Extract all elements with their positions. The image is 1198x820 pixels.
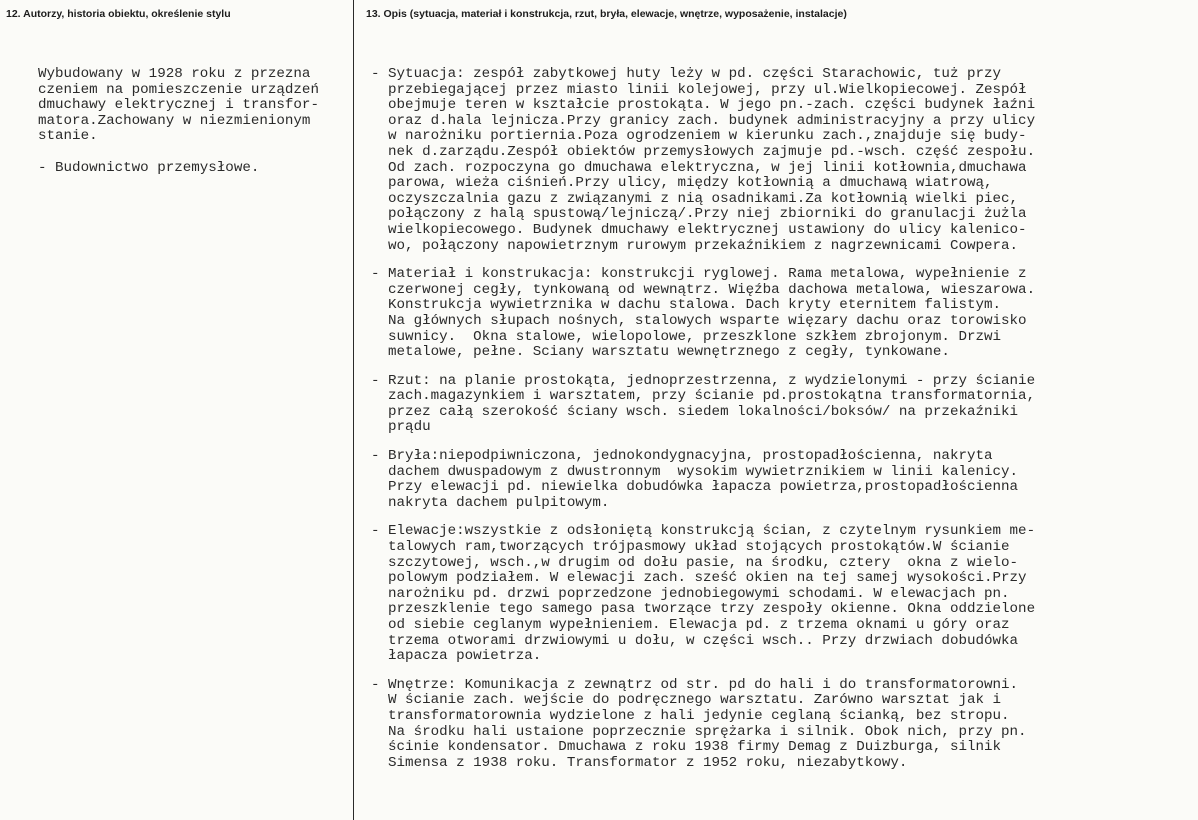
right-paragraph	[371, 678, 1186, 772]
text-line: od siebie ceglanym wypełnieniem. Elewacja pd. z trzema oknami u góry oraz	[371, 617, 1010, 633]
text-line: czeniem na pomieszczenie urządzeń	[38, 81, 319, 98]
text-line: zach.magazynkiem i warsztatem, przy ścianie pd.prostokątna transformatornia,	[371, 388, 1036, 405]
text-line: oraz d.hala lejnicza.Przy granicy zach. budynek administracyjny a przy ulicy	[371, 112, 1036, 129]
text-line: ścinie kondensator. Dmuchawa z roku 1938 firmy Demag z Duizburga, silnik	[371, 739, 1002, 756]
text-line: suwnicy. Okna stalowe, wielopolowe, przeszklone szkłem zbrojonym. Drzwi	[371, 328, 1002, 345]
right-paragraph	[371, 449, 1186, 511]
text-line: nakryta dachem pulpitowym.	[371, 494, 610, 511]
text-line: stanie.	[38, 128, 98, 145]
text-line: transformatorownia wydzielone z hali jedynie ceglaną ścianką, bez stropu.	[371, 707, 1010, 724]
left-paragraph	[38, 161, 418, 177]
text-line: Konstrukcja wywietrznika w dachu stalowa. Dach kryty eternitem falistym.	[371, 297, 1002, 314]
text-line: oczyszczalnia gazu z związanymi z nią osadnikami.Za kotłownią wielki piec,	[371, 190, 1019, 207]
paragraph-gap	[38, 145, 418, 161]
text-line: narożniku pd. drzwi poprzedzone jednobiegowymi schodami. W elewacjach pn.	[371, 585, 1010, 602]
right-paragraph	[371, 524, 1186, 664]
text-line: polowym podziałem. W elewacji zach. sześć okien na tej samej wysokości.Przy	[371, 570, 1027, 587]
right-paragraph	[371, 267, 1186, 361]
text-line: trzema otworami drzwiowymi u dołu, w części wsch.. Przy drzwiach dobudówka	[371, 632, 1019, 649]
text-line: parowa, wieża ciśnień.Przy ulicy, między kotłownią a dmuchawą wiatrową,	[371, 175, 993, 192]
paragraph-gap	[371, 665, 1186, 678]
right-paragraph	[371, 67, 1186, 254]
text-line: czerwonej cegły, tynkowaną od wewnątrz. Więźba dachowa metalowa, wieszarowa.	[371, 281, 1036, 298]
text-line: Wybudowany w 1928 roku z przezna	[38, 66, 311, 82]
text-line: - Materiał i konstrukacja: konstrukcji ryglowej. Rama metalowa, wypełnienie z	[371, 266, 1027, 283]
text-line: Na głównych słupach nośnych, stalowych wsparte więzary dachu oraz torowisko	[371, 312, 1027, 329]
text-line: Simensa z 1938 roku. Transformator z 1952 roku, niezabytkowy.	[371, 754, 908, 771]
left-paragraph	[38, 67, 418, 145]
text-line: dachem dwuspadowym z dwustronnym wysokim wywietrznikiem w linii kalenicy.	[371, 463, 1019, 480]
text-line: obejmuje teren w kształcie prostokąta. W jego pn.-zach. części budynek łaźni	[371, 97, 1036, 114]
section-12-header: 12. Autorzy, historia obiektu, określenie stylu	[6, 8, 231, 20]
text-line: - Bryła:niepodpiwniczona, jednokondygnacyjna, prostopadłościenna, nakryta	[371, 448, 993, 465]
text-line: prądu	[371, 419, 431, 436]
right-paragraph	[371, 374, 1186, 436]
text-line: szczytowej, wsch.,w drugim od dołu pasie, na środku, cztery okna z wielo-	[371, 554, 1019, 571]
left-column-text	[38, 67, 418, 177]
text-line: przez całą szerokość ściany wsch. siedem lokalności/boksów/ na przekaźniki	[371, 403, 1019, 420]
text-line: Na środku hali ustaione poprzecznie sprężarka i silnik. Obok nich, przy pn.	[371, 723, 1027, 740]
text-line: połączony z halą spustową/lejniczą/.Przy niej zbiorniki do granulacji żużla	[371, 206, 1027, 223]
text-line: - Sytuacja: zespół zabytkowej huty leży w pd. części Starachowic, tuż przy	[371, 66, 1002, 82]
text-line: talowych ram,tworzących trójpasmowy układ stojących prostokątów.W ścianie	[371, 539, 1010, 556]
text-line: Od zach. rozpoczyna go dmuchawa elektryczna, w jej linii kotłownia,dmuchawa	[371, 159, 1027, 176]
text-line: przebiegającej przez miasto linii kolejowej, przy ul.Wielkopiecowej. Zespół	[371, 81, 1027, 98]
text-line: wo, połączony napowietrznym rurowym przekaźnikiem z nagrzewnicami Cowpera.	[371, 237, 1019, 254]
section-13-header: 13. Opis (sytuacja, materiał i konstrukcja, rzut, bryła, elewacje, wnętrze, wyposażenie, instalacje)	[366, 8, 847, 20]
text-line: Przy elewacji pd. niewielka dobudówka łapacza powietrza,prostopadłościenna	[371, 479, 1019, 496]
text-line: przeszklenie tego samego pasa tworzące trzy zespoły okienne. Okna oddzielone	[371, 601, 1036, 618]
right-column-text	[371, 67, 1186, 771]
text-line: w narożniku portiernia.Poza ogrodzeniem w kierunku zach.,znajduje się budy-	[371, 128, 1027, 145]
text-line: W ścianie zach. wejście do podręcznego warsztatu. Zarówno warsztat jak i	[371, 692, 1002, 709]
paragraph-gap	[371, 361, 1186, 374]
text-line: łapacza powietrza.	[371, 648, 542, 665]
text-line: nek d.zarządu.Zespół obiektów przemysłowych zajmuje pd.-wsch. część zespołu.	[371, 143, 1036, 160]
text-line: wielkopiecowego. Budynek dmuchawy elektrycznej ustawiony do ulicy kalenico-	[371, 221, 1027, 238]
text-line: dmuchawy elektrycznej i transfor-	[38, 97, 319, 114]
text-line: matora.Zachowany w niezmienionym	[38, 112, 311, 129]
text-line: - Budownictwo przemysłowe.	[38, 159, 260, 176]
text-line: metalowe, pełne. Sciany warsztatu wewnętrznego z cegły, tynkowane.	[371, 344, 950, 361]
text-line: - Rzut: na planie prostokąta, jednoprzestrzenna, z wydzielonymi - przy ścianie	[371, 372, 1036, 389]
text-line: - Wnętrze: Komunikacja z zewnątrz od str. pd do hali i do transformatorowni.	[371, 676, 1019, 693]
text-line: - Elewacje:wszystkie z odsłoniętą konstrukcją ścian, z czytelnym rysunkiem me-	[371, 523, 1036, 540]
